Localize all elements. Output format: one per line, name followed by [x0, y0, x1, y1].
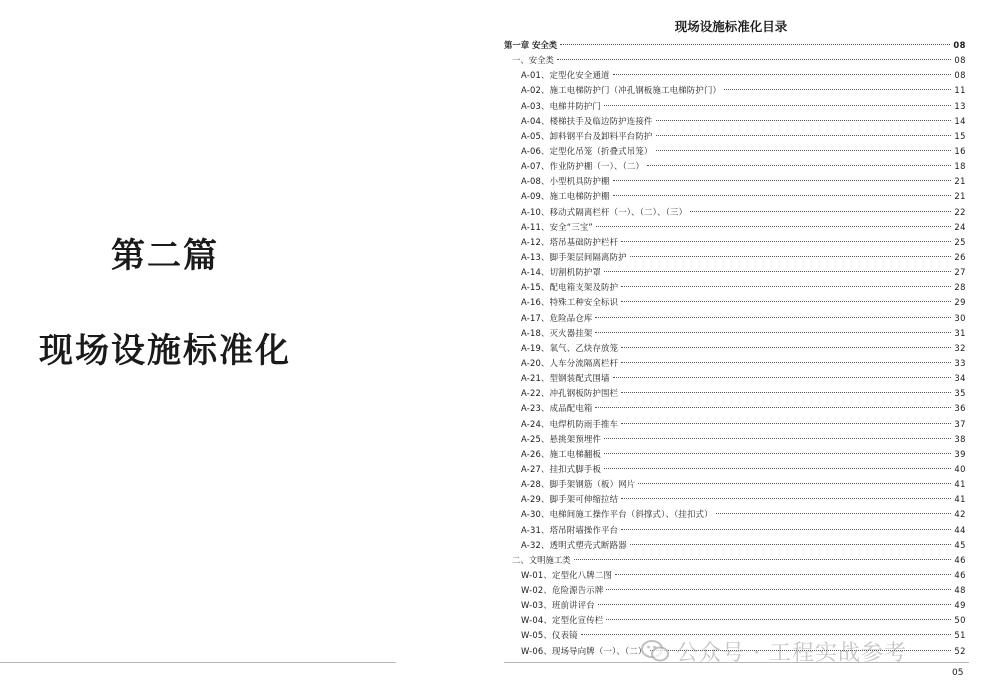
- toc-entry-label: A-28、脚手架钢筋（板）网片: [521, 479, 636, 490]
- toc-entry-page: 27: [954, 267, 966, 278]
- wechat-icon: [640, 639, 670, 663]
- toc-entry-label: W-02、危险源告示牌: [521, 585, 604, 596]
- toc-entry: [504, 83, 966, 98]
- toc-entry: [504, 265, 966, 280]
- toc-entry-page: 16: [954, 145, 966, 156]
- toc-leader-dots: [647, 165, 951, 166]
- part-subtitle: 现场设施标准化: [39, 331, 291, 371]
- toc-entry-page: 08: [954, 55, 966, 66]
- toc-entry: [504, 507, 966, 522]
- toc-entry-label: W-06、现场导向牌（一）、（二）: [521, 645, 647, 656]
- toc-entry-page: 08: [953, 40, 966, 50]
- toc-leader-dots: [638, 483, 951, 484]
- right-page: [496, 0, 991, 690]
- toc-entry: [504, 523, 966, 538]
- watermark: [640, 636, 907, 666]
- toc-entry-page: 14: [954, 115, 966, 126]
- toc-leader-dots: [596, 226, 951, 227]
- toc-leader-dots: [621, 529, 951, 530]
- toc-entry-page: 26: [954, 251, 966, 262]
- toc-entry: [504, 432, 966, 447]
- toc-leader-dots: [595, 332, 951, 333]
- toc-leader-dots: [598, 604, 951, 605]
- toc-entry: [504, 205, 966, 220]
- toc-entry-page: 50: [954, 615, 966, 626]
- toc-entry: [504, 280, 966, 295]
- toc-entry: [504, 114, 966, 129]
- toc-entry-page: 37: [954, 418, 966, 429]
- toc-entry-label: A-17、危险品仓库: [521, 312, 593, 323]
- toc-leader-dots: [613, 74, 952, 75]
- toc-entry-label: A-13、脚手架层间隔离防护: [521, 251, 627, 262]
- toc-leader-dots: [606, 619, 951, 620]
- toc-entry-page: 33: [954, 357, 966, 368]
- toc-entry-label: A-25、悬挑架预埋件: [521, 433, 602, 444]
- toc-entry-label: A-24、电焊机防雨手推车: [521, 418, 619, 429]
- toc-entry-page: 41: [954, 494, 966, 505]
- toc-entry: [504, 538, 966, 553]
- toc-entry: [504, 295, 966, 310]
- toc-entry: [504, 401, 966, 416]
- toc-entry-label: 二、文明施工类: [512, 554, 571, 565]
- toc-entry-label: A-05、卸料钢平台及卸料平台防护: [521, 130, 653, 141]
- toc-entry-label: A-19、氧气、乙炔存放笼: [521, 342, 619, 353]
- toc-entry-page: 28: [954, 282, 966, 293]
- toc-leader-dots: [606, 589, 951, 590]
- toc-entry-label: A-09、施工电梯防护棚: [521, 191, 610, 202]
- toc-entry-label: A-27、挂扣式脚手板: [521, 463, 602, 474]
- toc-entry: [504, 568, 966, 583]
- toc-entry-page: 35: [954, 388, 966, 399]
- toc-entry-label: A-21、型钢装配式围墙: [521, 373, 610, 384]
- toc-entry-page: 24: [954, 221, 966, 232]
- toc-entry-page: 40: [954, 463, 966, 474]
- toc-leader-dots: [595, 317, 951, 318]
- toc-entry-page: 34: [954, 373, 966, 384]
- toc-entry: [504, 477, 966, 492]
- toc-entry-label: A-31、塔吊附墙操作平台: [521, 524, 619, 535]
- toc-leader-dots: [656, 150, 952, 151]
- toc-entry-page: 36: [954, 403, 966, 414]
- toc-entry: [504, 99, 966, 114]
- toc-entry-label: A-07、作业防护棚（一）、（二）: [521, 161, 645, 172]
- toc-entry: [504, 144, 966, 159]
- toc-entry: [504, 159, 966, 174]
- toc-entry-label: A-22、冲孔钢板防护围栏: [521, 388, 619, 399]
- toc-leader-dots: [574, 559, 952, 560]
- toc-leader-dots: [604, 453, 951, 454]
- toc-leader-dots: [595, 407, 951, 408]
- toc-entry-label: W-04、定型化宣传栏: [521, 615, 604, 626]
- toc-leader-dots: [690, 211, 951, 212]
- toc-entry: [504, 53, 966, 68]
- toc-entry-label: A-04、楼梯扶手及临边防护连接件: [521, 115, 653, 126]
- toc-entry: [504, 613, 966, 628]
- toc-entry-label: A-08、小型机具防护棚: [521, 176, 610, 187]
- toc-entry-page: 41: [954, 479, 966, 490]
- toc-entry-label: A-10、移动式隔离栏杆（一）、（二）、（三）: [521, 206, 688, 217]
- toc-entry-page: 52: [954, 645, 966, 656]
- toc-leader-dots: [604, 105, 951, 106]
- toc-entry: [504, 68, 966, 83]
- toc-entry-page: 18: [954, 161, 966, 172]
- toc-entry: [504, 553, 966, 568]
- toc-entry-page: 22: [954, 206, 966, 217]
- toc-leader-dots: [604, 271, 951, 272]
- table-of-contents: [504, 38, 966, 659]
- toc-entry-page: 49: [954, 600, 966, 611]
- toc-entry: [504, 356, 966, 371]
- toc-entry-label: W-03、班前讲评台: [521, 600, 595, 611]
- toc-entry-label: A-23、成品配电箱: [521, 403, 593, 414]
- toc-title: 现场设施标准化目录: [674, 19, 788, 34]
- toc-entry: [504, 250, 966, 265]
- toc-leader-dots: [621, 498, 951, 499]
- toc-entry: [504, 174, 966, 189]
- toc-entry-label: A-15、配电箱支架及防护: [521, 282, 619, 293]
- toc-entry-label: 一、安全类: [512, 55, 554, 66]
- toc-entry: [504, 462, 966, 477]
- toc-leader-dots: [630, 544, 952, 545]
- toc-entry-page: 21: [954, 176, 966, 187]
- toc-entry-page: 32: [954, 342, 966, 353]
- toc-leader-dots: [621, 241, 951, 242]
- toc-leader-dots: [656, 120, 952, 121]
- toc-leader-dots: [716, 513, 952, 514]
- toc-leader-dots: [613, 377, 952, 378]
- toc-entry: [504, 38, 966, 53]
- toc-entry-label: A-03、电梯井防护门: [521, 100, 602, 111]
- toc-leader-dots: [604, 468, 951, 469]
- toc-leader-dots: [621, 301, 951, 302]
- toc-leader-dots: [621, 392, 951, 393]
- toc-entry-page: 39: [954, 448, 966, 459]
- toc-entry-label: A-14、切割机防护罩: [521, 267, 602, 278]
- toc-entry: [504, 447, 966, 462]
- toc-entry-page: 42: [954, 509, 966, 520]
- toc-entry: [504, 386, 966, 401]
- toc-entry-label: A-18、灭火器挂架: [521, 327, 593, 338]
- toc-entry-page: 21: [954, 191, 966, 202]
- toc-entry-page: 45: [954, 539, 966, 550]
- toc-entry-page: 44: [954, 524, 966, 535]
- toc-entry: [504, 129, 966, 144]
- toc-entry-page: 46: [954, 569, 966, 580]
- page-number: 05: [952, 668, 964, 678]
- toc-entry-label: 第一章 安全类: [504, 40, 558, 50]
- toc-leader-dots: [613, 195, 952, 196]
- left-page-footer-rule: [0, 662, 396, 663]
- toc-entry: [504, 326, 966, 341]
- toc-leader-dots: [557, 59, 951, 60]
- toc-entry-page: 51: [954, 630, 966, 641]
- toc-entry-label: A-30、电梯间施工操作平台（斜撑式）、（挂扣式）: [521, 509, 713, 520]
- toc-leader-dots: [656, 135, 952, 136]
- toc-leader-dots: [621, 347, 951, 348]
- toc-entry-label: A-29、脚手架可伸缩拉结: [521, 494, 619, 505]
- toc-entry: [504, 189, 966, 204]
- toc-leader-dots: [724, 89, 951, 90]
- toc-leader-dots: [621, 286, 951, 287]
- toc-entry-label: A-11、安全“三宝”: [521, 221, 593, 232]
- toc-entry-page: 48: [954, 585, 966, 596]
- toc-entry: [504, 598, 966, 613]
- toc-entry-label: A-20、人车分流隔离栏杆: [521, 357, 619, 368]
- toc-entry: [504, 371, 966, 386]
- left-page: [0, 0, 396, 690]
- toc-leader-dots: [560, 44, 950, 45]
- toc-entry: [504, 311, 966, 326]
- toc-leader-dots: [615, 574, 951, 575]
- part-title: 第二篇: [111, 236, 219, 276]
- toc-leader-dots: [621, 362, 951, 363]
- toc-entry: [504, 417, 966, 432]
- toc-leader-dots: [630, 256, 952, 257]
- toc-entry-page: 25: [954, 236, 966, 247]
- toc-leader-dots: [613, 180, 952, 181]
- toc-entry: [504, 235, 966, 250]
- toc-entry-page: 31: [954, 327, 966, 338]
- toc-entry-page: 11: [954, 85, 966, 96]
- toc-entry: [504, 220, 966, 235]
- toc-entry-page: 29: [954, 297, 966, 308]
- toc-entry: [504, 492, 966, 507]
- watermark-text: 公众号 · 工程实战参考: [676, 640, 907, 666]
- toc-entry: [504, 583, 966, 598]
- toc-entry-label: A-26、施工电梯翻板: [521, 448, 602, 459]
- toc-leader-dots: [604, 438, 951, 439]
- toc-entry-page: 30: [954, 312, 966, 323]
- toc-leader-dots: [621, 423, 951, 424]
- toc-entry: [504, 341, 966, 356]
- toc-entry-page: 08: [954, 70, 966, 81]
- toc-entry-label: W-01、定型化八牌二图: [521, 569, 613, 580]
- toc-entry-label: A-12、塔吊基础防护栏杆: [521, 236, 619, 247]
- toc-entry-label: A-16、特殊工种安全标识: [521, 297, 619, 308]
- toc-entry-page: 13: [954, 100, 966, 111]
- toc-entry-page: 38: [954, 433, 966, 444]
- toc-entry-label: A-32、透明式塑壳式断路器: [521, 539, 627, 550]
- toc-entry-label: A-06、定型化吊笼（折叠式吊笼）: [521, 145, 653, 156]
- toc-entry-page: 15: [954, 130, 966, 141]
- toc-entry-label: A-01、定型化安全通道: [521, 70, 610, 81]
- toc-entry-label: W-05、仪表镜: [521, 630, 578, 641]
- toc-entry-label: A-02、施工电梯防护门（冲孔钢板施工电梯防护门）: [521, 85, 722, 96]
- toc-entry-page: 46: [954, 554, 966, 565]
